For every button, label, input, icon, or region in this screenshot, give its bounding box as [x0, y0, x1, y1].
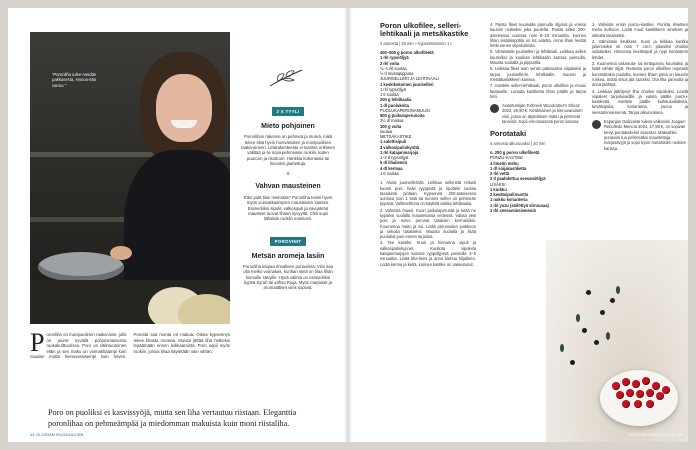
recipe-step: 4. Paista fileet kuumalla pannulla öljyssä ja voissa kauniin ruskeiksi joka puolelta. Paista sitten 200-asteisessa uunissa noin 8–10 minuuttia, kunnes lihan sisälämpötila on 54 astetta. Anna lihan levätä hetki ennen viipaloimista.: [490, 22, 586, 49]
wine-icon: [592, 120, 601, 129]
photo-juniper-berry: [610, 298, 615, 303]
recipe-step: 2. Valmista muusi. Kuori puikulaperunat ja keitä ne kypsiksi suolalla maustetussa vedessä. Valuta vesi pois ja survo perunat tasaisen kermaisiksi. Kuumenna maito ja voi. Lisää perunoiden joukkoon ja sekoita tasaiseksi. Mausta suolalla ja lisää puolukat juuri ennen tarjoilua.: [380, 207, 476, 240]
ingredient-line: 4 dl kermaa: [380, 165, 403, 171]
divider-ornament-icon: ✦: [285, 171, 291, 179]
wine-tip: [592, 119, 688, 151]
ingredient-line: 1 rkl seesaminsiemeniä: [490, 207, 536, 213]
ingredient-line: ½ tl mustapippuria: [380, 71, 414, 77]
section-title: Metsän aromeja lasiin: [251, 252, 325, 260]
photo-caption: ”Poronliha tulee meidän pakkasesta, Hanna-Mia sanoo.”: [52, 72, 97, 88]
recipe-step: 3. Tee kastike. Kuori ja hienonna sipuli ja valkosipulinkynnet. Kuullota sipuleita katajanmarjojen kanssa ryppiöljyssä pannulla 3–5 minuuttia. Lisää liha-liemi ja anna kiehua hiljalleen. Lisää kerma ja keitä, kunnes kastike on sakeutunut.: [380, 240, 476, 267]
wine-tip-text: Espanjan Galiciasta tuleva valkoviini Joaquin Rebolledo Mencía 2024, 17,98 €, on sopivan kevyt porotataki-kin seuraksi. Makeahko punaviini tuo pehmeäksi maustettuja marjasävyjä ja sopii hyvin metsäisten ruokien kanssa.: [604, 119, 686, 151]
ingredient-line: PUOLUKAPERUNAMUUSI: [380, 107, 430, 113]
ingredient-line: ½–1 rkl suolaa: [380, 65, 407, 71]
recipe-title: Poron ulkofilee, selleri-lehtikaali ja metsäkastike: [380, 21, 469, 39]
recipe-steps: [380, 180, 476, 267]
ingredient-line: suolaa: [380, 128, 393, 134]
photo-leaf: [606, 332, 610, 340]
wine-tip-text: Asiantuntijan Torbreck Woodcutter's Shiraz 2022, 29,90 €. Kirsikkainen ja hienovarainen viini, jossa on täyteläinen maku ja pehmeät tanniinit. Sopii erinomaisesti poron kanssa.: [502, 103, 583, 125]
ingredient-line: 4 limetin mehu: [490, 160, 519, 166]
photo-berry: [646, 400, 654, 408]
ingredient-line: 1 tl suolaa: [380, 92, 399, 98]
wine-tip: [490, 103, 586, 124]
ingredient-line: 1 salottisipuli: [380, 139, 407, 145]
ingredient-line: 1 keskikokoinen juuriselleri: [380, 81, 434, 87]
photo-leaf: [616, 286, 620, 294]
recipe-serves: 4 annosta alkuruoaksi | 30 min: [490, 140, 546, 146]
ingredient-line: METSÄKASTIKE: [380, 134, 412, 140]
ingredient-line: 200 g lehtikaalia: [380, 97, 412, 103]
ingredient-line: 5 dl lihaliemiä: [380, 160, 407, 166]
left-page-footer: 44 GLORIAN RUOKA&VIINI: [30, 432, 84, 437]
photo-berry: [632, 380, 640, 388]
ingredient-line: 2 rkl vettä: [490, 171, 510, 177]
ingredient-line: 2 kevätsipulinvartta: [490, 192, 529, 198]
ingredient-line: LISÄKSI: [490, 181, 506, 187]
ingredient-line: 1 rkl rypsiöljyä: [380, 86, 406, 92]
recipe-serves: 4 annosta | 30 min + kypsentäminen 1 t: [380, 40, 452, 46]
recipe-steps: [490, 22, 586, 99]
recipe-column-1: [380, 22, 476, 268]
ingredient-line: 500 g puikulaperunoita: [380, 113, 425, 119]
photo-juniper-berry: [586, 290, 591, 295]
photo-leaf: [560, 344, 564, 352]
recipe-title: Porotataki: [490, 129, 527, 139]
chef-photo: [30, 32, 230, 324]
ingredient-line: n. 200 g poron ulkofileetä: [490, 150, 540, 156]
photo-berry: [646, 389, 654, 397]
pull-quote: Poro on puoliksi ei kasvissyöjä, mutta sen liha vertautuu riistaan. Eleganttia poronlihaa on pehmeämpää ja miedomman makuista kuin moni riistaliha.: [48, 408, 297, 428]
ingredient-line: 1 rkl rypsiöljyä: [380, 55, 409, 61]
styles-column: [240, 32, 336, 412]
ingredient-line: 1 rkl yuzu (säilöttyä sitruunaa): [490, 202, 549, 208]
recipe-steps: [592, 22, 688, 115]
recipe-step: 1. Aloita juuriselleristä. Leikkaa selleristä reilusti kuoret pois, halvi ryyppistä ja ripottele suolaa tasaisesti pintaan. Kypsennä 200-asteisessa uunissa noin 1 tunti tai kunnes selleri on pehmeän kypsää. Vaihtoehtona on käyttää vaikka lehtikaalia.: [380, 180, 476, 207]
photo-berry: [634, 400, 642, 408]
page-gutter: [344, 8, 352, 442]
left-page: [8, 8, 348, 442]
photo-juniper-berry: [582, 328, 587, 333]
section-text: Etkö pidä liian mietoista? Poronliha toimii hyvin myös voimakkaampien mausteiden kanssa. Esimerkiksi sipulit, valkosipuli ja savustetut mausteet tuovat lihaan syvyyttä. Chili sopii tällaisiin ruokiin mainiosti.: [243, 194, 333, 222]
photo-berry: [662, 386, 670, 394]
drop-cap: P: [30, 328, 45, 357]
recipe-step: 2. Valmistele lisukkeet. Kuori ja leikkaa kurkku julienneiksi eli noin 7 cm:n pituisiksi ohuiksi suikaleiksi. Hienonna kevätsipuli ja nypi korianterin lehdet.: [592, 38, 688, 60]
right-page: [348, 8, 688, 442]
tag-2x-tyyli: 2 X TYYLI: [272, 107, 305, 116]
ingredient-line: 1 tl suolaa: [380, 170, 399, 176]
photo-juniper-berry: [600, 310, 605, 315]
ingredient-line: 100 g voita: [380, 123, 402, 129]
wine-icon: [490, 104, 499, 113]
recipe-step: 6. Leikkaa fileet noin sentin paksuisiksi viipaleiksi ja tarjoa juurisellerin, lehtikaalin, muusin ja metsäkastikkeen kanssa.: [490, 66, 586, 82]
photo-berry: [626, 389, 634, 397]
ingredient-line: 400–500 g poron ulkofileetä: [380, 50, 434, 56]
magazine-spread: [8, 8, 688, 442]
recipe-column-2: [490, 22, 586, 213]
recipe-step: 3. Kuumenna valurauta- tai teräspannu kuumaksi ja lisää vähän öljyä. Ruskista poron ulkofilee nopeasti kummaltakin puolelta, kunnes liham pinta on kauniin ruskea, mutta sisus jää raa'aksi. Ota liha pannulta ja anna jäähtyä.: [592, 61, 688, 88]
ingredient-list: [380, 50, 476, 176]
ingredient-line: 3 valkosipulinkynttä: [380, 144, 420, 150]
ingredient-list: [490, 150, 586, 213]
ingredient-line: 1 rkl katajanmarjoja: [380, 149, 419, 155]
ingredient-line: 1–2 tl rypsiöljyä: [380, 155, 409, 161]
ingredient-line: 1 kurkku: [490, 186, 507, 192]
intro-text: [30, 328, 230, 402]
ingredient-line: 1 dl soijakastiketta: [490, 165, 527, 171]
photo-chef-face: [156, 74, 212, 142]
photo-hand: [110, 246, 132, 260]
intro-body: oronliha on monipuolinen raaka-aine, jolla on juuret syvällä pohjoismaisessa ruokakulttuurissa. Poro on välimuotoinen eläin ja sen maku on voimakkaampi kuin naudan mutta hienovaraisempi kuin hirven. Porosta saa monta eri makua. Oikea kypsennys tekee lihasta mureaa. Muista jättää liha hetkeksi lepäämään ennen leikkaamista. Poro sopii myös ruokiin, joissa lihaa käytetään vain vähän.: [30, 332, 230, 359]
ingredient-line: 2 tl paahdettua seesamiöljyä: [490, 176, 546, 182]
ingredient-line: 2½ dl maitoa: [380, 118, 404, 124]
right-page-footer: GLORIAN RUOKA&VIINI 45: [628, 432, 682, 437]
photo-leaf: [576, 314, 580, 322]
photo-berry: [652, 382, 660, 390]
ingredient-line: JUURISELLERI JA LEHTIKAALI: [380, 76, 439, 82]
section-title: Mieto pohjoinen: [261, 123, 315, 130]
recipe-step: 4. Leikkaa jäähtynyt liha ohuiksi viipaleiksi. Levitä viipaleet tarjoiluvadille ja valuta päälle ponzu-kastiketta. Asettele päälle kurkkusuikaleita, kevätsipulia, korianteria, yuzua ja seesaminsiemeniä. Tarjoa alkuruokana.: [592, 88, 688, 115]
photo-berry: [642, 377, 650, 385]
recipe-column-3: [592, 22, 688, 151]
photo-chef-smile: [171, 120, 197, 128]
ingredient-line: 2 rkl voita: [380, 60, 400, 66]
photo-berry: [636, 390, 644, 398]
photo-bowl: [600, 370, 678, 426]
ingredient-line: 1 nukku korianteria: [490, 197, 528, 203]
photo-berry: [612, 382, 620, 390]
berry-bowl-photo: [546, 240, 688, 442]
photo-juniper-berry: [570, 360, 575, 365]
section-text: Poronlihan rakenne on pehmeä ja mureä, mikä tekee siitä hyvin hienvaraisen ja monipuolisen raaka-aineen. Liharakenteesta ei tarvitse erikseen välittää ja se sopii pehmeisiin ruokiin, kuten puuroon ja risottoon. Hankkia kokonaisia tai hienoksi jauhettuja.: [240, 134, 336, 167]
section-text: Poronliha kaipaa rinnalleen punaviiniä. Viini saa olla melko voimakas, kunhan siinä on tilaa lihan hienoille sävyille. Hyvä valinta on esimerkiksi kypsä Syrah tai vahva Rioja. Myös marjaiset ja aromaattiset viinit sopivat.: [243, 264, 333, 291]
recipe-step: 1. Valmista ensin ponzu-kastike. Purista limettien mehu kulhoon. Lisää muut kastikkeen ainekset ja sekoita tasaiseksi.: [592, 22, 688, 38]
recipe-step: 5. Viimeistele juuriselleri ja lehtikaali. Leikkaa selleri kuutioiksi ja kuullota lehtikaalin kanssa pannulla. Mausta suolalla ja pippurilla.: [490, 49, 586, 66]
recipe-step: 7. Asettele selleri-lehtikaali, poron ulkofilee ja muusi lautaselle. Lorauta kastiketta lihan päälle ja tarjoa heti.: [490, 83, 586, 99]
ingredient-line: 1 dl puolukoita: [380, 102, 409, 108]
photo-berry: [622, 400, 630, 408]
photo-juniper-berry: [594, 340, 599, 345]
photo-berry: [622, 378, 630, 386]
ingredient-line: PONZU-KASTIKE: [490, 155, 523, 161]
section-title: Vahvan mausteinen: [255, 183, 321, 191]
tag-porovinit: POROVINIT: [270, 237, 307, 246]
photo-berry: [616, 391, 624, 399]
